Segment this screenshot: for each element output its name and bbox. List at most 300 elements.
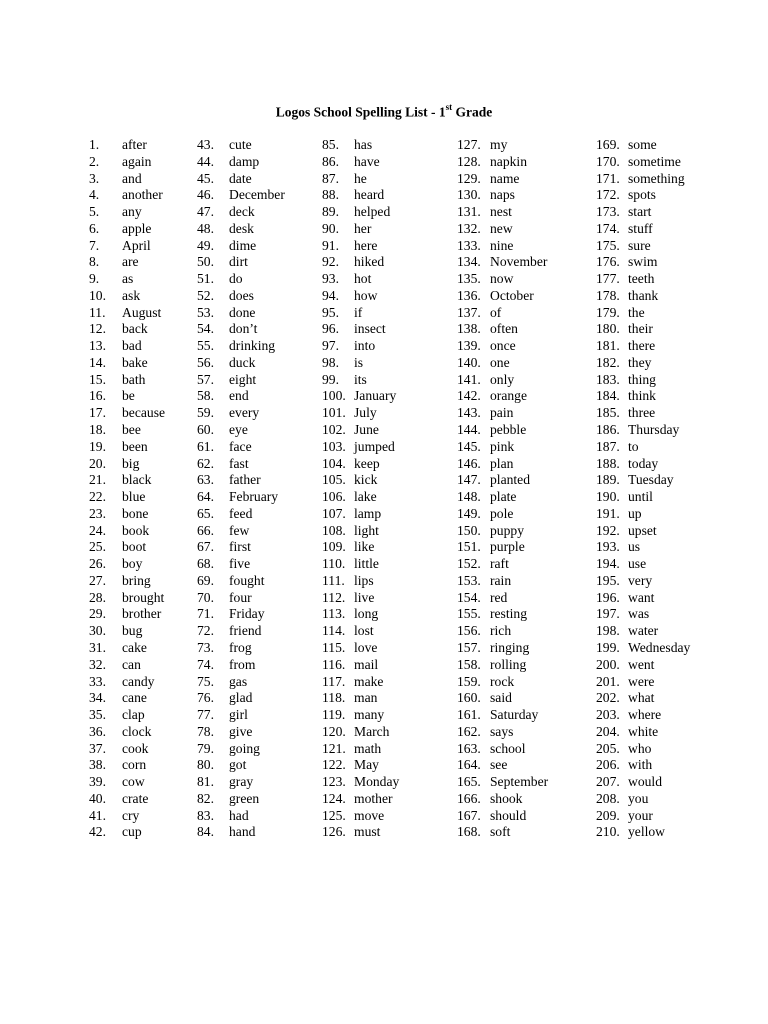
item-number: 161. xyxy=(457,707,481,723)
spelling-word: been xyxy=(122,438,148,454)
spelling-word: the xyxy=(628,304,645,320)
title-superscript: st xyxy=(445,102,453,112)
item-number: 22. xyxy=(89,489,106,505)
item-number: 18. xyxy=(89,422,106,438)
list-item xyxy=(457,606,548,623)
list-item xyxy=(322,288,399,305)
spelling-word: candy xyxy=(122,673,155,689)
spelling-word: bad xyxy=(122,338,142,354)
list-item xyxy=(89,355,165,372)
spelling-word: name xyxy=(490,170,520,186)
item-number: 76. xyxy=(197,690,214,706)
list-item xyxy=(457,271,548,288)
spelling-word: girl xyxy=(229,707,248,723)
list-item xyxy=(596,338,690,355)
list-item xyxy=(322,338,399,355)
spelling-word: as xyxy=(122,271,134,287)
word-column-2 xyxy=(197,137,285,841)
spelling-word: purple xyxy=(490,539,525,555)
item-number: 7. xyxy=(89,237,100,253)
list-item xyxy=(596,724,690,741)
item-number: 86. xyxy=(322,153,339,169)
list-item xyxy=(322,741,399,758)
item-number: 78. xyxy=(197,723,214,739)
item-number: 115. xyxy=(322,639,346,655)
item-number: 21. xyxy=(89,472,106,488)
item-number: 114. xyxy=(322,623,346,639)
item-number: 81. xyxy=(197,774,214,790)
spelling-word: start xyxy=(628,204,652,220)
item-number: 116. xyxy=(322,656,346,672)
list-item xyxy=(89,187,165,204)
list-item xyxy=(89,154,165,171)
list-item xyxy=(89,791,165,808)
list-item xyxy=(596,355,690,372)
spelling-word: raft xyxy=(490,556,509,572)
item-number: 201. xyxy=(596,673,620,689)
item-number: 142. xyxy=(457,388,481,404)
spelling-word: must xyxy=(354,824,381,840)
spelling-word: there xyxy=(628,338,656,354)
list-item xyxy=(596,439,690,456)
list-item xyxy=(89,674,165,691)
item-number: 121. xyxy=(322,740,346,756)
list-item xyxy=(322,707,399,724)
spelling-word: where xyxy=(628,707,662,723)
item-number: 128. xyxy=(457,153,481,169)
list-item xyxy=(197,388,285,405)
list-item xyxy=(457,388,548,405)
list-item xyxy=(457,221,548,238)
item-number: 6. xyxy=(89,220,100,236)
spelling-word: rolling xyxy=(490,656,527,672)
list-item xyxy=(322,808,399,825)
item-number: 107. xyxy=(322,505,346,521)
item-number: 51. xyxy=(197,271,214,287)
list-item xyxy=(322,640,399,657)
spelling-word: August xyxy=(122,304,162,320)
word-column-4 xyxy=(457,137,548,841)
list-item xyxy=(197,640,285,657)
list-item xyxy=(596,288,690,305)
list-item xyxy=(596,171,690,188)
list-item xyxy=(197,338,285,355)
list-item xyxy=(322,657,399,674)
item-number: 196. xyxy=(596,589,620,605)
list-item xyxy=(596,757,690,774)
spelling-word: my xyxy=(490,137,508,152)
spelling-word: Monday xyxy=(354,774,400,790)
spelling-word: glad xyxy=(229,690,253,706)
list-item xyxy=(322,221,399,238)
item-number: 59. xyxy=(197,405,214,421)
item-number: 12. xyxy=(89,321,106,337)
item-number: 208. xyxy=(596,790,620,806)
spelling-word: says xyxy=(490,723,514,739)
title-text: Logos School Spelling List - 1 xyxy=(275,104,446,120)
spelling-word: went xyxy=(628,656,655,672)
item-number: 185. xyxy=(596,405,620,421)
list-item xyxy=(457,154,548,171)
list-item xyxy=(197,539,285,556)
list-item xyxy=(457,338,548,355)
spelling-word: jumped xyxy=(354,438,395,454)
list-item xyxy=(596,623,690,640)
list-item xyxy=(322,590,399,607)
spelling-word: her xyxy=(354,220,372,236)
list-item xyxy=(596,707,690,724)
spelling-word: another xyxy=(122,187,163,203)
spelling-word: stuff xyxy=(628,220,653,236)
spelling-word: every xyxy=(229,405,260,421)
list-item xyxy=(457,741,548,758)
list-item xyxy=(322,204,399,221)
list-item xyxy=(89,640,165,657)
item-number: 183. xyxy=(596,371,620,387)
list-item xyxy=(596,774,690,791)
list-item xyxy=(89,724,165,741)
item-number: 143. xyxy=(457,405,481,421)
item-number: 64. xyxy=(197,489,214,505)
spelling-word: brought xyxy=(122,589,165,605)
spelling-word: were xyxy=(628,673,655,689)
list-item xyxy=(457,774,548,791)
list-item xyxy=(197,238,285,255)
spelling-word: first xyxy=(229,539,251,555)
item-number: 144. xyxy=(457,422,481,438)
list-item xyxy=(197,657,285,674)
item-number: 10. xyxy=(89,287,106,303)
list-item xyxy=(322,674,399,691)
list-item xyxy=(457,405,548,422)
page-title xyxy=(0,103,768,121)
spelling-word: mail xyxy=(354,656,379,672)
item-number: 147. xyxy=(457,472,481,488)
spelling-word: any xyxy=(122,204,142,220)
spelling-word: clock xyxy=(122,723,152,739)
list-item xyxy=(457,204,548,221)
item-number: 41. xyxy=(89,807,106,823)
list-item xyxy=(89,238,165,255)
item-number: 123. xyxy=(322,774,346,790)
spelling-word: can xyxy=(122,656,141,672)
list-item xyxy=(322,238,399,255)
list-item xyxy=(457,422,548,439)
item-number: 72. xyxy=(197,623,214,639)
spelling-word: with xyxy=(628,757,653,773)
spelling-word: many xyxy=(354,707,385,723)
spelling-word: into xyxy=(354,338,376,354)
list-item xyxy=(322,506,399,523)
item-number: 90. xyxy=(322,220,339,236)
list-item xyxy=(197,690,285,707)
list-item xyxy=(89,808,165,825)
item-number: 112. xyxy=(322,589,346,605)
spelling-word: sometime xyxy=(628,153,681,169)
item-number: 20. xyxy=(89,455,106,471)
list-item xyxy=(457,171,548,188)
list-item xyxy=(197,774,285,791)
spelling-word: puppy xyxy=(490,522,524,538)
spelling-word: after xyxy=(122,137,147,152)
item-number: 63. xyxy=(197,472,214,488)
item-number: 127. xyxy=(457,137,481,152)
list-item xyxy=(89,657,165,674)
list-item xyxy=(197,456,285,473)
list-item xyxy=(89,707,165,724)
list-item xyxy=(457,590,548,607)
item-number: 200. xyxy=(596,656,620,672)
list-item xyxy=(457,539,548,556)
item-number: 88. xyxy=(322,187,339,203)
spelling-word: resting xyxy=(490,606,527,622)
item-number: 168. xyxy=(457,824,481,840)
spelling-word: five xyxy=(229,556,251,572)
list-item xyxy=(596,472,690,489)
spelling-word: December xyxy=(229,187,285,203)
list-item xyxy=(89,271,165,288)
list-item xyxy=(596,405,690,422)
list-item xyxy=(322,757,399,774)
title-suffix: Grade xyxy=(452,104,493,120)
item-number: 202. xyxy=(596,690,620,706)
item-number: 164. xyxy=(457,757,481,773)
item-number: 40. xyxy=(89,790,106,806)
item-number: 190. xyxy=(596,489,620,505)
spelling-word: cute xyxy=(229,137,252,152)
item-number: 49. xyxy=(197,237,214,253)
spelling-word: red xyxy=(490,589,508,605)
item-number: 169. xyxy=(596,137,620,152)
item-number: 98. xyxy=(322,354,339,370)
spelling-word: see xyxy=(490,757,508,773)
item-number: 80. xyxy=(197,757,214,773)
list-item xyxy=(596,137,690,154)
list-item xyxy=(197,171,285,188)
spelling-word: April xyxy=(122,237,151,253)
spelling-word: very xyxy=(628,572,653,588)
spelling-word: if xyxy=(354,304,363,320)
list-item xyxy=(197,808,285,825)
item-number: 69. xyxy=(197,572,214,588)
item-number: 77. xyxy=(197,707,214,723)
item-number: 131. xyxy=(457,204,481,220)
list-item xyxy=(457,556,548,573)
item-number: 141. xyxy=(457,371,481,387)
spelling-word: one xyxy=(490,354,510,370)
word-column-3 xyxy=(322,137,399,841)
spelling-word: cup xyxy=(122,824,142,840)
spelling-word: nest xyxy=(490,204,512,220)
list-item xyxy=(457,690,548,707)
item-number: 15. xyxy=(89,371,106,387)
list-item xyxy=(197,439,285,456)
list-item xyxy=(457,573,548,590)
spelling-word: Thursday xyxy=(628,422,680,438)
item-number: 74. xyxy=(197,656,214,672)
list-item xyxy=(596,657,690,674)
list-item xyxy=(322,187,399,204)
spelling-word: pain xyxy=(490,405,514,421)
item-number: 199. xyxy=(596,639,620,655)
spelling-word: don’t xyxy=(229,321,258,337)
list-item xyxy=(457,305,548,322)
list-item xyxy=(457,238,548,255)
list-item xyxy=(197,204,285,221)
list-item xyxy=(197,305,285,322)
item-number: 13. xyxy=(89,338,106,354)
item-number: 26. xyxy=(89,556,106,572)
item-number: 87. xyxy=(322,170,339,186)
list-item xyxy=(322,489,399,506)
item-number: 145. xyxy=(457,438,481,454)
spelling-word: napkin xyxy=(490,153,527,169)
spelling-word: give xyxy=(229,723,253,739)
list-item xyxy=(457,187,548,204)
spelling-word: bring xyxy=(122,572,151,588)
item-number: 104. xyxy=(322,455,346,471)
item-number: 11. xyxy=(89,304,106,320)
item-number: 65. xyxy=(197,505,214,521)
item-number: 19. xyxy=(89,438,106,454)
item-number: 52. xyxy=(197,287,214,303)
spelling-word: fought xyxy=(229,572,265,588)
item-number: 96. xyxy=(322,321,339,337)
item-number: 109. xyxy=(322,539,346,555)
list-item xyxy=(197,606,285,623)
spelling-word: and xyxy=(122,170,142,186)
list-item xyxy=(457,288,548,305)
spelling-word: soft xyxy=(490,824,511,840)
spelling-word: March xyxy=(354,723,390,739)
spelling-word: father xyxy=(229,472,261,488)
list-item xyxy=(596,606,690,623)
list-item xyxy=(457,355,548,372)
list-item xyxy=(322,791,399,808)
item-number: 173. xyxy=(596,204,620,220)
list-item xyxy=(197,254,285,271)
spelling-word: you xyxy=(628,790,649,806)
spelling-word: gray xyxy=(229,774,254,790)
list-item xyxy=(596,590,690,607)
spelling-word: ask xyxy=(122,287,141,303)
list-item xyxy=(596,372,690,389)
spelling-word: February xyxy=(229,489,279,505)
item-number: 137. xyxy=(457,304,481,320)
item-number: 93. xyxy=(322,271,339,287)
item-number: 42. xyxy=(89,824,106,840)
list-item xyxy=(322,439,399,456)
list-item xyxy=(457,523,548,540)
spelling-word: heard xyxy=(354,187,385,203)
list-item xyxy=(322,321,399,338)
item-number: 117. xyxy=(322,673,346,689)
list-item xyxy=(197,154,285,171)
list-item xyxy=(457,707,548,724)
item-number: 188. xyxy=(596,455,620,471)
item-number: 178. xyxy=(596,287,620,303)
spelling-word: book xyxy=(122,522,150,538)
spelling-word: feed xyxy=(229,505,253,521)
spelling-word: rock xyxy=(490,673,515,689)
spelling-word: once xyxy=(490,338,516,354)
list-item xyxy=(457,372,548,389)
list-item xyxy=(197,472,285,489)
spelling-word: white xyxy=(628,723,659,739)
list-item xyxy=(596,305,690,322)
item-number: 43. xyxy=(197,137,214,152)
item-number: 67. xyxy=(197,539,214,555)
item-number: 198. xyxy=(596,623,620,639)
item-number: 167. xyxy=(457,807,481,823)
item-number: 25. xyxy=(89,539,106,555)
item-number: 14. xyxy=(89,354,106,370)
item-number: 152. xyxy=(457,556,481,572)
list-item xyxy=(322,573,399,590)
spelling-word: here xyxy=(354,237,378,253)
item-number: 39. xyxy=(89,774,106,790)
spelling-word: bug xyxy=(122,623,143,639)
spelling-word: swim xyxy=(628,254,658,270)
spelling-word: often xyxy=(490,321,518,337)
spelling-word: planted xyxy=(490,472,531,488)
item-number: 193. xyxy=(596,539,620,555)
list-item xyxy=(89,506,165,523)
item-number: 120. xyxy=(322,723,346,739)
item-number: 176. xyxy=(596,254,620,270)
spelling-word: would xyxy=(628,774,662,790)
spelling-word: long xyxy=(354,606,379,622)
list-item xyxy=(322,171,399,188)
item-number: 209. xyxy=(596,807,620,823)
spelling-word: light xyxy=(354,522,379,538)
spelling-word: now xyxy=(490,271,514,287)
item-number: 37. xyxy=(89,740,106,756)
item-number: 3. xyxy=(89,170,100,186)
spelling-word: mother xyxy=(354,790,393,806)
word-column-1 xyxy=(89,137,165,841)
spelling-word: pole xyxy=(490,505,514,521)
item-number: 70. xyxy=(197,589,214,605)
list-item xyxy=(457,791,548,808)
item-number: 60. xyxy=(197,422,214,438)
item-number: 5. xyxy=(89,204,100,220)
spelling-word: its xyxy=(354,371,367,387)
item-number: 177. xyxy=(596,271,620,287)
list-item xyxy=(197,724,285,741)
spelling-word: Tuesday xyxy=(628,472,674,488)
list-item xyxy=(197,489,285,506)
item-number: 82. xyxy=(197,790,214,806)
spelling-word: deck xyxy=(229,204,255,220)
list-item xyxy=(322,456,399,473)
spelling-word: crate xyxy=(122,790,149,806)
spelling-word: make xyxy=(354,673,384,689)
spelling-word: want xyxy=(628,589,655,605)
list-item xyxy=(596,808,690,825)
spelling-word: hiked xyxy=(354,254,385,270)
item-number: 57. xyxy=(197,371,214,387)
spelling-word: kick xyxy=(354,472,378,488)
spelling-word: dime xyxy=(229,237,257,253)
item-number: 61. xyxy=(197,438,214,454)
item-number: 205. xyxy=(596,740,620,756)
spelling-word: fast xyxy=(229,455,249,471)
item-number: 24. xyxy=(89,522,106,538)
spelling-word: insect xyxy=(354,321,386,337)
item-number: 197. xyxy=(596,606,620,622)
list-item xyxy=(197,674,285,691)
